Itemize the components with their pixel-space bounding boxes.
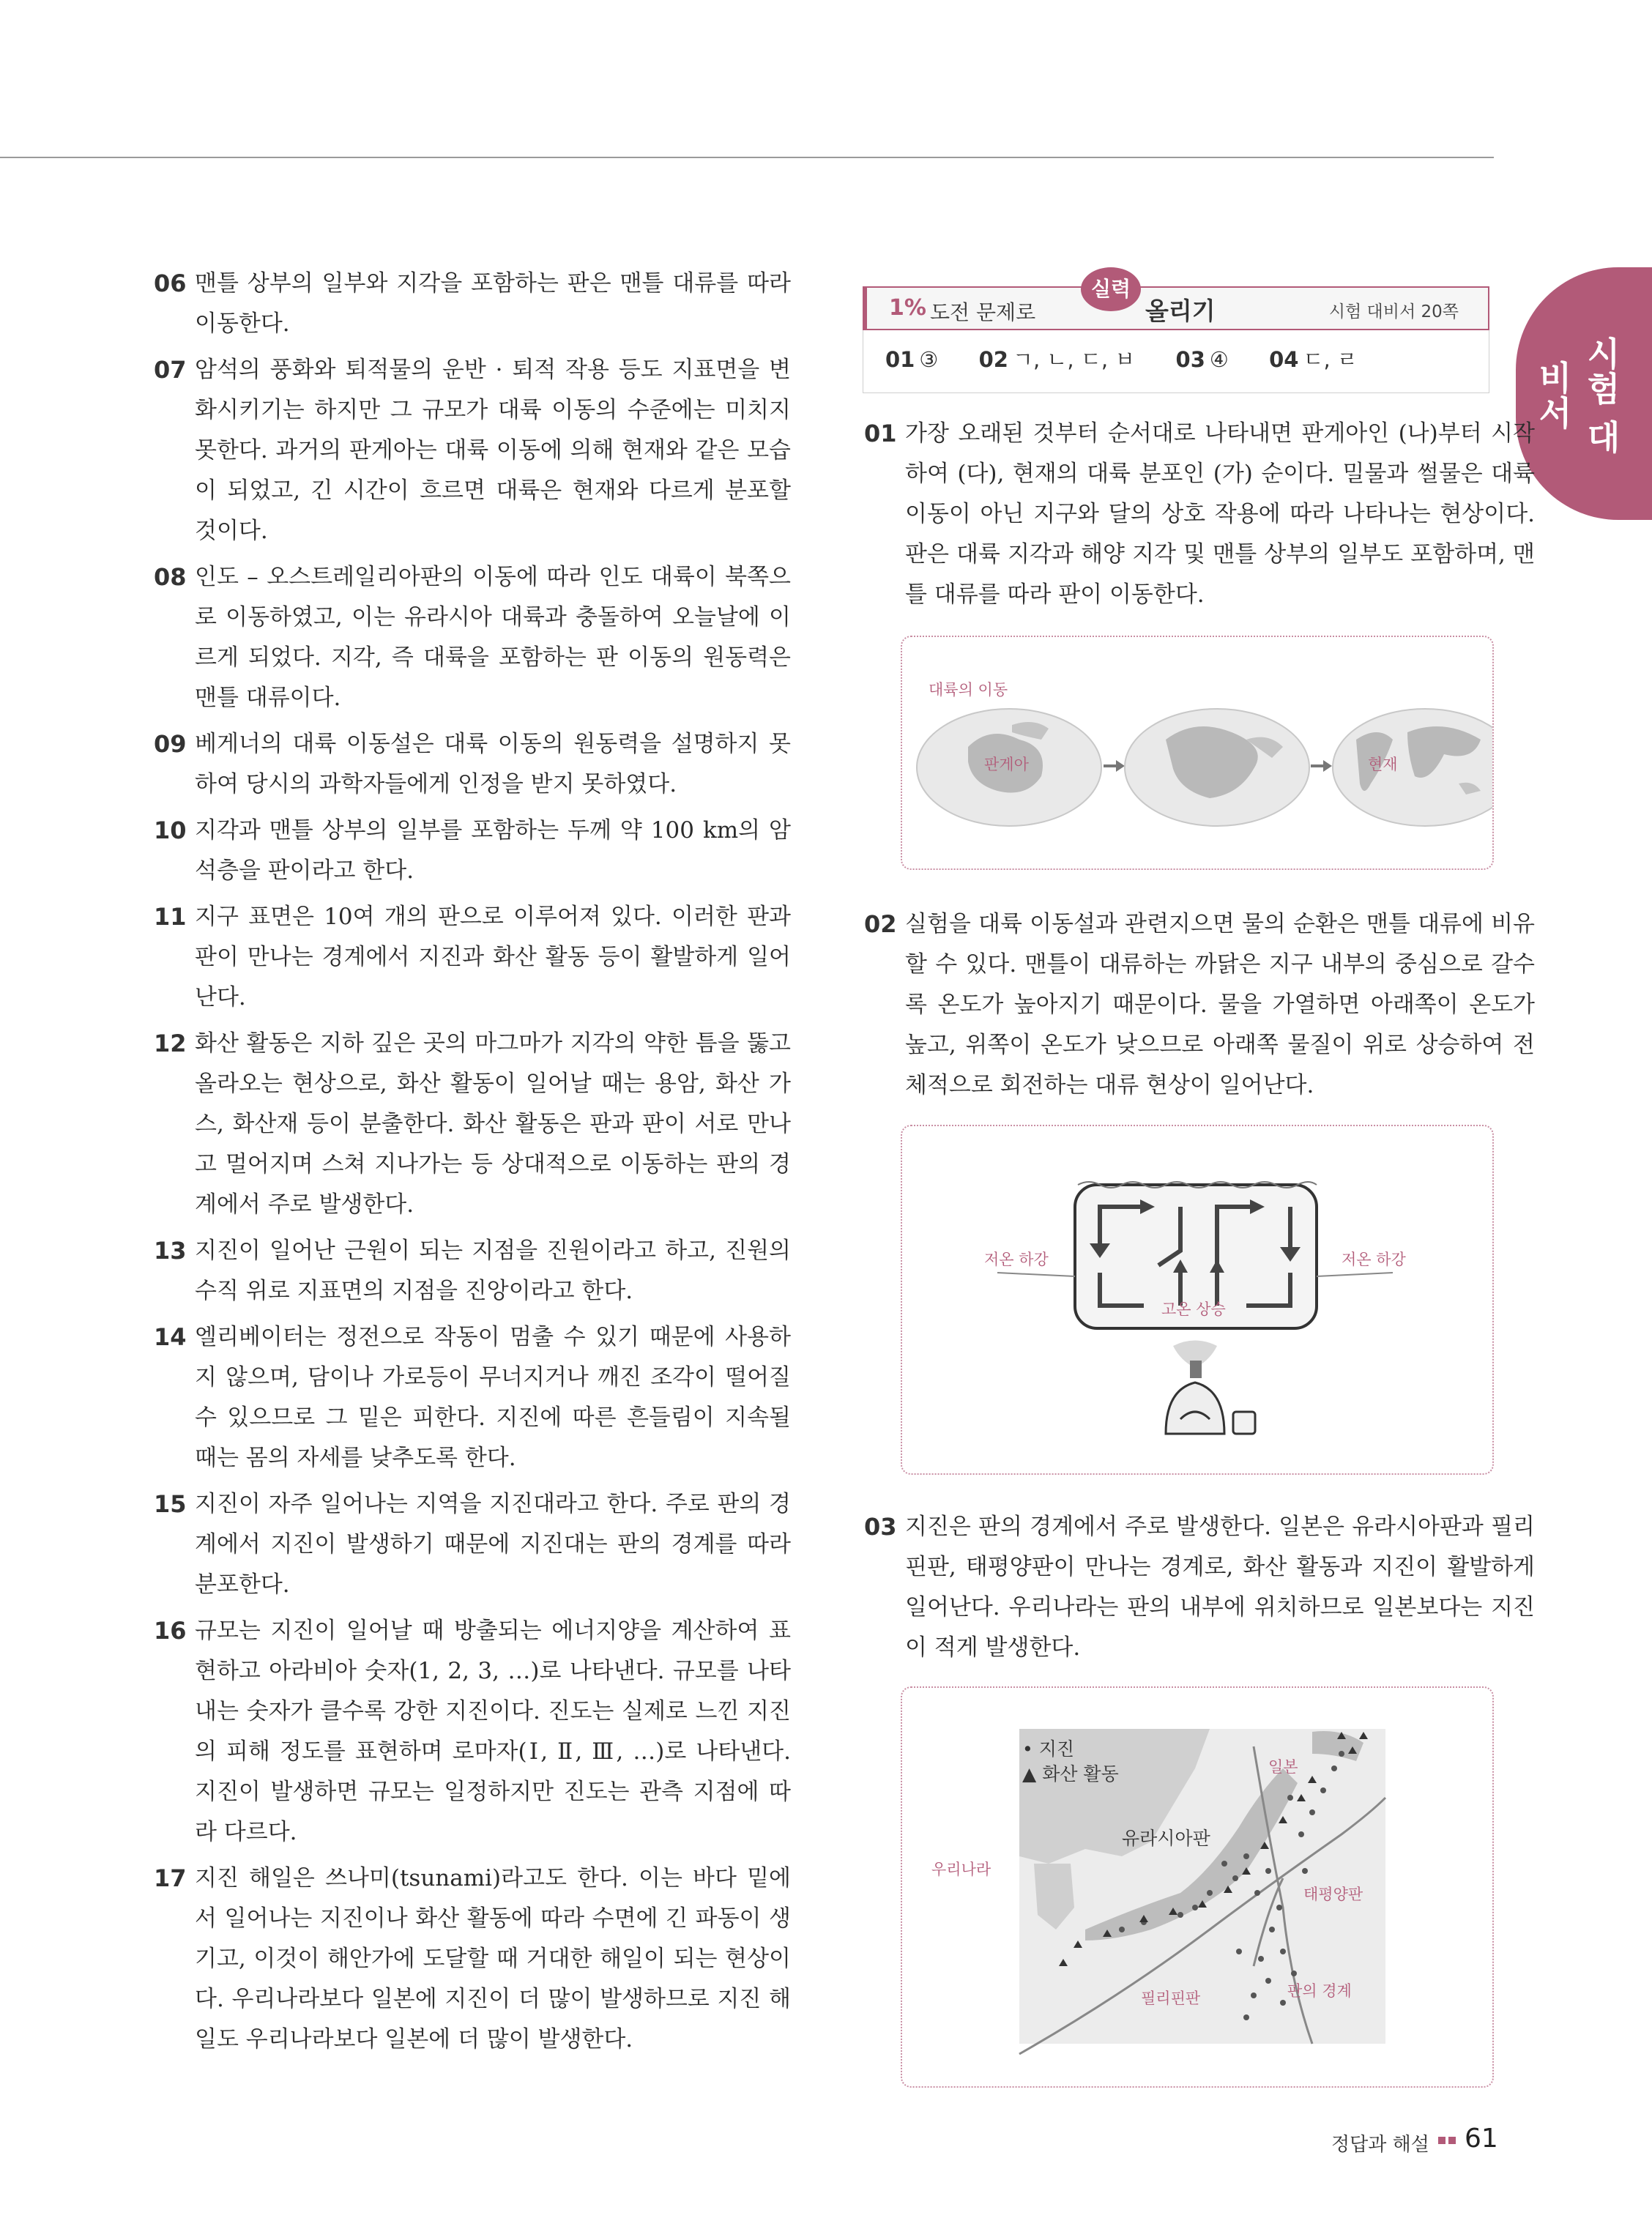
answer-value: ③ <box>919 347 939 372</box>
item-number: 09 <box>154 730 187 758</box>
plate-boundary-label: 판의 경계 <box>1287 1982 1352 2000</box>
solution-item <box>154 1611 791 1853</box>
item-number: 16 <box>154 1617 187 1645</box>
solution-item <box>154 1024 791 1225</box>
cold-descent-right-label: 저온 하강 <box>1342 1251 1406 1268</box>
item-number: 07 <box>154 356 187 384</box>
item-text: 지각과 맨틀 상부의 일부를 포함하는 두께 약 100 km의 암석층을 판이라고 한다. <box>195 817 791 884</box>
japan-label: 일본 <box>1268 1758 1298 1776</box>
answer-number: 03 <box>1175 347 1205 372</box>
solution-item <box>864 904 1535 1106</box>
item-text: 가장 오래된 것부터 순서대로 나타내면 판게아인 (나)부터 시작하여 (다), 현재의 대륙 분포인 (가) 순이다. 밀물과 썰물은 대륙 이동이 아닌 지구와 달의 상호 작용에 따라 나타나는 현상이다. 판은 대륙 지각과 해양 지각 및 맨틀 상부의 일부도 포함하며, 맨틀 대류를 따라 판이 이동한다. <box>905 420 1535 608</box>
footer-square-1 <box>1438 2137 1446 2144</box>
item-text: 규모는 지진이 일어날 때 방출되는 에너지양을 계산하여 표현하고 아라비아 숫자(1, 2, 3, …)로 나타낸다. 규모를 나타내는 숫자가 클수록 강한 지진이다. 진도는 실제로 느낀 지진의 피해 정도를 표현하며 로마자(Ⅰ, Ⅱ, Ⅲ, …)로 나타낸다. 지진이 발생하면 규모는 일정하지만 진도는 관측 지점에 따라 다르다. <box>195 1618 791 1845</box>
answer-value: ㄷ, ㄹ <box>1303 347 1358 372</box>
answer-number: 01 <box>885 347 915 372</box>
item-text: 화산 활동은 지하 깊은 곳의 마그마가 지각의 약한 틈을 뚫고 올라오는 현상으로, 화산 활동이 일어날 때는 용암, 화산 가스, 화산재 등이 분출한다. 화산 활동은 판과 판이 서로 만나고 멀어지며 스쳐 지나가는 등 상대적으로 이동하는 판의 경계에서 주로 발생한다. <box>195 1030 791 1218</box>
answer-item <box>885 347 938 372</box>
answer-box-badge: 실력 <box>1081 267 1141 311</box>
item-number: 06 <box>154 269 187 297</box>
answer-box-header <box>863 277 1489 330</box>
solution-item <box>154 350 791 551</box>
answer-item <box>1269 347 1358 372</box>
item-text: 맨틀 상부의 일부와 지각을 포함하는 판은 맨틀 대류를 따라 이동한다. <box>195 270 791 337</box>
item-number: 17 <box>154 1864 187 1892</box>
answer-number: 02 <box>978 347 1008 372</box>
item-text: 인도 – 오스트레일리아판의 이동에 따라 인도 대륙이 북쪽으로 이동하였고, 이는 유라시아 대륙과 충돌하여 오늘날에 이르게 되었다. 지각, 즉 대륙을 포함하는 판 이동의 원동력은 맨틀 대류이다. <box>195 564 791 711</box>
present-label: 현재 <box>1368 756 1398 773</box>
item-text: 베게너의 대륙 이동설은 대륙 이동의 원동력을 설명하지 못하여 당시의 과학자들에게 인정을 받지 못하였다. <box>195 731 791 797</box>
japan-plates-map <box>902 1688 1492 2086</box>
pangaea-label: 판게아 <box>984 756 1029 773</box>
legend-earthquake: • 지진 <box>1022 1738 1075 1760</box>
korea-label: 우리나라 <box>931 1861 991 1878</box>
item-text: 지진은 판의 경계에서 주로 발생한다. 일본은 유라시아판과 필리핀판, 태평양판이 만나는 경계로, 화산 활동과 지진이 활발하게 일어난다. 우리나라는 판의 내부에 위치하므로 일본보다는 지진이 적게 발생한다. <box>905 1514 1535 1661</box>
solution-item <box>154 897 791 1018</box>
item-text: 암석의 풍화와 퇴적물의 운반 · 퇴적 작용 등도 지표면을 변화시키기는 하지만 그 규모가 대륙 이동의 수준에는 미치지 못한다. 과거의 판게아는 대륙 이동에 의해 현재와 같은 모습이 되었고, 긴 시간이 흐르면 대륙은 현재와 다르게 분포할 것이다. <box>195 357 791 544</box>
legend-volcano: ▲ 화산 활동 <box>1022 1763 1119 1785</box>
eurasian-plate-label: 유라시아판 <box>1122 1828 1210 1849</box>
solution-item <box>864 1507 1535 1668</box>
answer-row <box>885 343 1391 373</box>
philippine-plate-label: 필리핀판 <box>1141 1990 1201 2007</box>
item-text: 지구 표면은 10여 개의 판으로 이루어져 있다. 이러한 판과 판이 만나는 경계에서 지진과 화산 활동 등이 활발하게 일어난다. <box>195 904 791 1011</box>
answer-value: ㄱ, ㄴ, ㄷ, ㅂ <box>1012 347 1136 372</box>
solution-item <box>154 811 791 891</box>
left-column <box>154 264 791 2066</box>
pacific-plate-label: 태평양판 <box>1303 1886 1363 1903</box>
answer-box-reference: 시험 대비서 20쪽 <box>1328 302 1459 321</box>
legend-volcano-label: 화산 활동 <box>1042 1763 1119 1785</box>
solution-item <box>154 1858 791 2060</box>
figure-title: 대륙의 이동 <box>929 681 1008 699</box>
item-number: 03 <box>864 1513 897 1541</box>
answer-box <box>863 267 1494 393</box>
item-number: 08 <box>154 563 187 591</box>
answer-box-percent: 1% <box>889 295 926 321</box>
item-text: 지진이 자주 일어나는 지역을 지진대라고 한다. 주로 판의 경계에서 지진이 발생하기 때문에 지진대는 판의 경계를 따라 분포한다. <box>195 1491 791 1598</box>
solution-item <box>154 1231 791 1311</box>
legend-earthquake-label: 지진 <box>1038 1738 1075 1760</box>
answer-item <box>1176 347 1229 372</box>
item-number: 01 <box>864 420 897 447</box>
answer-value: ④ <box>1209 347 1229 372</box>
solution-item <box>154 724 791 805</box>
plate-boundary-map-figure <box>901 1686 1494 2088</box>
item-number: 14 <box>154 1323 187 1351</box>
item-text: 엘리베이터는 정전으로 작동이 멈출 수 있기 때문에 사용하지 않으며, 담이나 가로등이 무너지거나 깨진 조각이 떨어질 수 있으므로 그 밑은 피한다. 지진에 따른 흔들림이 지속될 때는 몸의 자세를 낮추도록 한다. <box>195 1324 791 1471</box>
solution-item <box>154 1484 791 1605</box>
header-rule <box>0 157 1494 158</box>
answer-item <box>979 347 1136 372</box>
section-tab-label: 시험 대비서 <box>1533 335 1621 455</box>
convection-experiment-figure <box>901 1125 1494 1475</box>
item-text: 지진이 일어난 근원이 되는 지점을 진원이라고 하고, 진원의 수직 위로 지표면의 지점을 진앙이라고 한다. <box>195 1238 791 1304</box>
footer-label: 정답과 해설 <box>1331 2134 1429 2156</box>
item-text: 지진 해일은 쓰나미(tsunami)라고도 한다. 이는 바다 밑에서 일어나는 지진이나 화산 활동에 따라 수면에 긴 파동이 생기고, 이것이 해안가에 도달할 때 거대한 해일이 되는 현상이다. 우리나라보다 일본에 지진이 더 많이 발생하므로 지진 해일도 우리나라보다 일본에 더 많이 발생한다. <box>195 1865 791 2053</box>
answer-box-title: 올리기 <box>1145 297 1216 325</box>
item-text: 실험을 대륙 이동설과 관련지으면 물의 순환은 맨틀 대류에 비유할 수 있다. 맨틀이 대류하는 까닭은 지구 내부의 중심으로 갈수록 온도가 높아지기 때문이다. 물을 가열하면 아래쪽이 온도가 높고, 위쪽이 온도가 낮으므로 아래쪽 물질이 위로 상승하여 전체적으로 회전하는 대류 현상이 일어난다. <box>905 911 1535 1098</box>
item-number: 13 <box>154 1237 187 1265</box>
answer-box-body <box>863 330 1489 393</box>
solution-item <box>154 264 791 344</box>
answer-box-subtitle: 도전 문제로 <box>930 300 1036 324</box>
item-number: 10 <box>154 816 187 844</box>
solution-item <box>154 557 791 718</box>
cold-descent-left-label: 저온 하강 <box>984 1251 1049 1268</box>
solution-item <box>154 1317 791 1478</box>
hot-ascent-label: 고온 상승 <box>1161 1301 1226 1318</box>
item-number: 11 <box>154 903 187 931</box>
item-number: 15 <box>154 1490 187 1518</box>
item-number: 02 <box>864 910 897 938</box>
page-number: 61 <box>1465 2124 1498 2154</box>
solution-item <box>864 414 1535 615</box>
item-number: 12 <box>154 1030 187 1057</box>
footer-square-2 <box>1448 2137 1456 2144</box>
continental-drift-figure <box>901 636 1494 870</box>
answer-number: 04 <box>1269 347 1299 372</box>
